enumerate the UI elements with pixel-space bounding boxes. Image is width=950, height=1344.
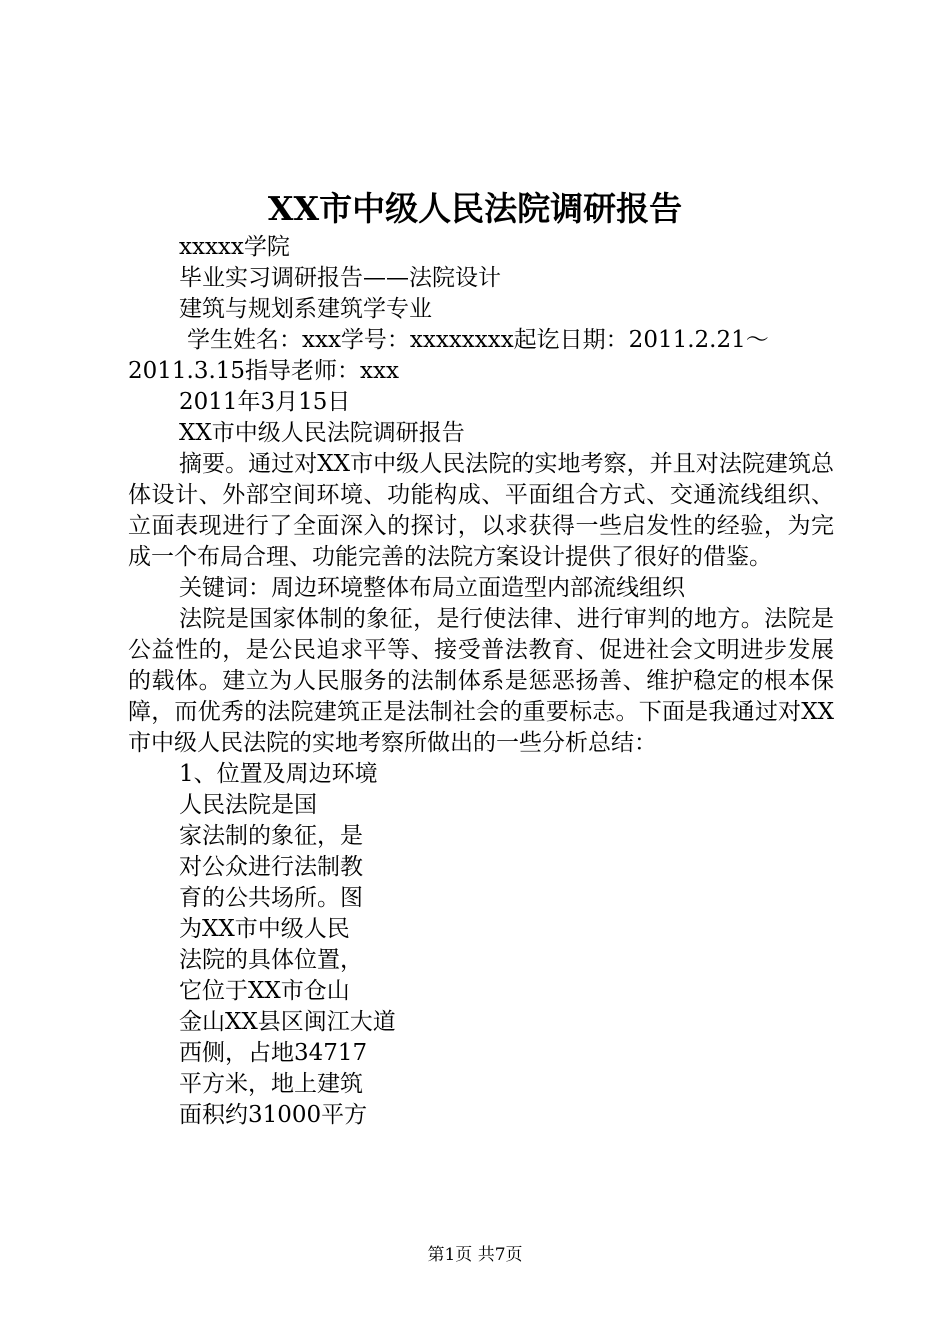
page-number-footer: 第1页 共7页 (427, 1245, 523, 1265)
document-title: XX市中级人民法院调研报告 (267, 189, 683, 228)
section-line: 面积约31000平方 (179, 1102, 368, 1128)
keywords-line: 关键词：周边环境整体布局立面造型内部流线组织 (179, 575, 685, 601)
school-line: xxxxx学院 (179, 234, 290, 260)
section-line: 法院的具体位置， (179, 947, 363, 973)
section-line: 平方米，地上建筑 (179, 1071, 363, 1097)
intro-paragraph: 法院是国家体制的象征，是行使法律、进行审判的地方。法院是公益性的，是公民追求平等、接受普法教育、促进社会文明进步发展的载体。建立为人民服务的法制体系是惩恶扬善、维护稳定的根本保障，而优秀的法院建筑正是法制社会的重要标志。下面是我通过对XX市中级人民法院的实地考察所做出的一些分析总结： (128, 606, 834, 756)
section-line: 为XX市中级人民 (179, 916, 350, 942)
report-type-line: 毕业实习调研报告——法院设计 (179, 265, 501, 291)
section-line: 对公众进行法制教 (179, 854, 363, 880)
document-body (128, 232, 834, 1131)
section-line: 育的公共场所。图 (179, 885, 363, 911)
section-line: 西侧，占地34717 (179, 1040, 368, 1066)
section-heading: 1、位置及周边环境 (179, 761, 378, 787)
report-subtitle: XX市中级人民法院调研报告 (179, 420, 465, 446)
student-info-continuation: 2011.3.15指导老师：xxx (128, 358, 399, 384)
report-date: 2011年3月15日 (179, 389, 351, 415)
abstract-paragraph: 摘要。通过对XX市中级人民法院的实地考察，并且对法院建筑总体设计、外部空间环境、功能构成、平面组合方式、交通流线组织、立面表现进行了全面深入的探讨，以求获得一些启发性的经验，为完成一个布局合理、功能完善的法院方案设计提供了很好的借鉴。 (128, 451, 834, 570)
student-info-line: 学生姓名：xxx学号：xxxxxxxx起讫日期：2011.2.21～ (187, 327, 769, 353)
section-line: 家法制的象征，是 (179, 823, 363, 849)
section-line: 人民法院是国 (179, 792, 317, 818)
section-line: 它位于XX市仓山 (179, 978, 350, 1004)
section-line: 金山XX县区闽江大道 (179, 1009, 396, 1035)
department-line: 建筑与规划系建筑学专业 (179, 296, 432, 322)
